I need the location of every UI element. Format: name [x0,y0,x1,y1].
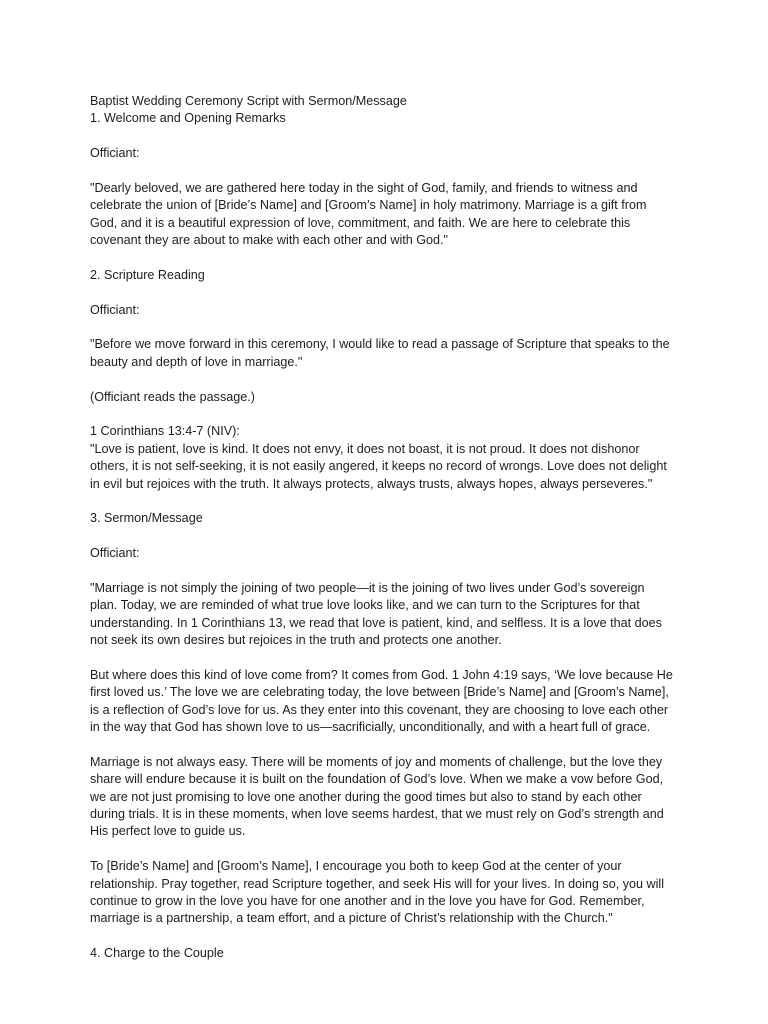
paragraph-line: understanding. In 1 Corinthians 13, we read that love is patient, kind, and selfless. It is a love that does [90,615,662,630]
paragraph-line: marriage is a partnership, a team effort, and a picture of Christ’s relationship with the Church." [90,911,613,926]
paragraph-line: His perfect love to guide us. [90,824,246,839]
section-heading: 3. Sermon/Message [90,511,203,526]
paragraph-line: Marriage is not always easy. There will be moments of joy and moments of challenge, but the love they [90,754,663,769]
paragraph-spacer [90,128,690,145]
paragraph-spacer [90,493,690,510]
paragraph-line: relationship. Pray together, read Scripture together, and seek His will for your lives. In doing so, you will [90,876,665,891]
paragraph-spacer [90,371,690,388]
paragraph-line: beauty and depth of love in marriage." [90,354,303,369]
document-body [90,93,690,963]
paragraph-line: Officiant: [90,302,140,317]
paragraph-line: "Marriage is not simply the joining of two people—it is the joining of two lives under God’s sovereign [90,580,645,595]
paragraph-line: share will endure because it is built on the foundation of God’s love. When we make a vow before God, [90,772,664,787]
paragraph-line: in evil but rejoices with the truth. It always protects, always trusts, always hopes, always perseveres." [90,476,653,491]
paragraph-line: But where does this kind of love come from? It comes from God. 1 John 4:19 says, ‘We love because He [90,667,673,682]
paragraph-spacer [90,736,690,753]
paragraph-spacer [90,284,690,301]
paragraph-spacer [90,563,690,580]
paragraph-line: "Love is patient, love is kind. It does not envy, it does not boast, it is not proud. It does not dishonor [90,441,640,456]
section-heading: 2. Scripture Reading [90,267,205,282]
paragraph-line: celebrate the union of [Bride’s Name] and [Groom’s Name] in holy matrimony. Marriage is a gift from [90,198,647,213]
paragraph-line: plan. Today, we are reminded of what true love looks like, and we can turn to the Scriptures for that [90,598,640,613]
paragraph-line: others, it is not self-seeking, it is not easily angered, it keeps no record of wrongs. Love does not delight [90,459,667,474]
paragraph-line: we are not just promising to love one another during the good times but also to stand by each other [90,789,642,804]
paragraph-spacer [90,841,690,858]
paragraph-spacer [90,163,690,180]
paragraph-spacer [90,650,690,667]
paragraph-line: in the way that God has shown love to us—sacrificially, unconditionally, and with a heart full of grace. [90,720,651,735]
paragraph-spacer [90,250,690,267]
paragraph-spacer [90,319,690,336]
section-heading: 1. Welcome and Opening Remarks [90,111,286,126]
paragraph-line: "Dearly beloved, we are gathered here today in the sight of God, family, and friends to witness and [90,180,638,195]
paragraph-line: To [Bride’s Name] and [Groom’s Name], I encourage you both to keep God at the center of your [90,859,622,874]
paragraph-line: during trials. It is in these moments, when love seems hardest, that we must rely on God’s strength and [90,807,664,822]
paragraph-spacer [90,528,690,545]
paragraph-spacer [90,928,690,945]
paragraph-line: Officiant: [90,546,140,561]
paragraph-spacer [90,406,690,423]
paragraph-line: (Officiant reads the passage.) [90,389,255,404]
paragraph-line: continue to grow in the love you have for one another and in the love you have for God. Remember, [90,893,645,908]
paragraph-line: covenant they are about to make with each other and with God." [90,233,449,248]
paragraph-line: Officiant: [90,146,140,161]
document-title: Baptist Wedding Ceremony Script with Sermon/Message [90,94,407,108]
section-heading: 4. Charge to the Couple [90,946,224,961]
paragraph-line: is a reflection of God’s love for us. As they enter into this covenant, they are choosing to love each other [90,702,669,717]
paragraph-line: 1 Corinthians 13:4-7 (NIV): [90,424,240,439]
paragraph-line: "Before we move forward in this ceremony, I would like to read a passage of Scripture that speaks to the [90,337,670,352]
paragraph-line: not seek its own desires but rejoices in the truth and protects one another. [90,633,502,648]
paragraph-line: God, and it is a beautiful expression of love, commitment, and faith. We are here to celebrate this [90,215,631,230]
paragraph-line: first loved us.’ The love we are celebrating today, the love between [Bride’s Name] and [Groom’s Name], [90,685,669,700]
